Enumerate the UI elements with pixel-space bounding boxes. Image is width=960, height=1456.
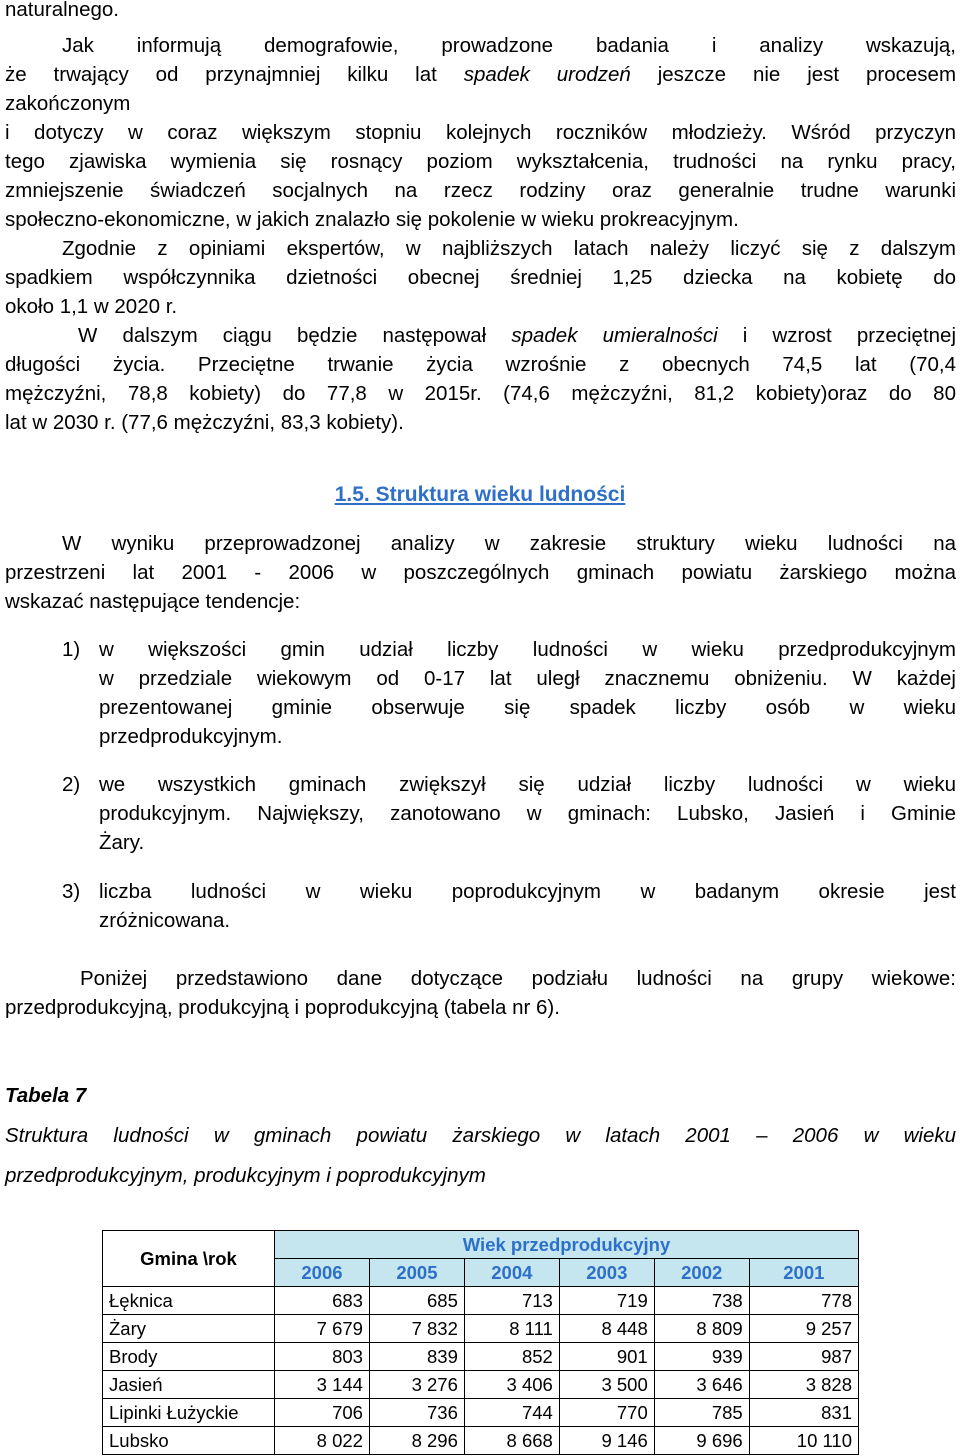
table-row <box>103 1343 859 1371</box>
list-item-number: 1) <box>62 638 81 661</box>
list-item-number: 2) <box>62 773 81 796</box>
table-cell-value: 785 <box>654 1399 749 1427</box>
text-line: naturalnego. <box>5 0 119 21</box>
table-cell-value: 803 <box>275 1343 370 1371</box>
table-row <box>103 1287 859 1315</box>
table-body <box>103 1287 859 1455</box>
table-cell-value: 8 296 <box>369 1427 464 1455</box>
emphasis-spadek-urodzen: spadek urodzeń <box>463 63 631 86</box>
table-caption: Struktura ludności w gminach powiatu żarskiego w latach 2001 – 2006 w wieku <box>5 1124 956 1147</box>
table-cell-value: 736 <box>369 1399 464 1427</box>
table-cell-value: 3 828 <box>749 1371 858 1399</box>
table-cell-gmina: Lubsko <box>103 1427 275 1455</box>
text-run: że trwający od przynajmniej kilku lat <box>5 63 464 86</box>
text-line: i dotyczy w coraz większym stopniu kolejnych roczników młodzieży. Wśród przyczyn <box>5 121 956 144</box>
table-cell-value: 8 111 <box>464 1315 559 1343</box>
table-year-header: 2006 <box>275 1259 370 1287</box>
table-cell-value: 939 <box>654 1343 749 1371</box>
table-cell-value: 8 809 <box>654 1315 749 1343</box>
table-cell-value: 3 144 <box>275 1371 370 1399</box>
table-corner-header: Gmina \rok <box>103 1231 275 1287</box>
table-cell-value: 685 <box>369 1287 464 1315</box>
table-cell-value: 7 832 <box>369 1315 464 1343</box>
table-cell-value: 7 679 <box>275 1315 370 1343</box>
table-cell-value: 3 500 <box>559 1371 654 1399</box>
table-cell-value: 8 022 <box>275 1427 370 1455</box>
text-line: Jak informują demografowie, prowadzone badania i analizy wskazują, <box>62 34 956 57</box>
text-line: społeczno-ekonomiczne, w jakich znalazło się pokolenie w wieku prokreacyjnym. <box>5 208 739 231</box>
table-row <box>103 1399 859 1427</box>
emphasis-spadek-umieralnosci: spadek umieralności <box>511 324 718 347</box>
text-line: zakończonym <box>5 92 131 115</box>
table-group-header: Wiek przedprodukcyjny <box>275 1231 859 1259</box>
list-item-line: w przedziale wiekowym od 0-17 lat uległ znacznemu obniżeniu. W każdej <box>99 667 956 690</box>
text-line: długości życia. Przeciętne trwanie życia wzrośnie z obecnych 74,5 lat (70,4 <box>5 353 956 376</box>
text-run: W dalszym ciągu będzie następował <box>78 324 512 347</box>
table-cell-value: 831 <box>749 1399 858 1427</box>
population-table <box>102 1230 859 1455</box>
list-item-line: liczba ludności w wieku poprodukcyjnym w badanym okresie jest <box>99 880 956 903</box>
table-cell-value: 683 <box>275 1287 370 1315</box>
list-item-line: we wszystkich gminach zwiększył się udział liczby ludności w wieku <box>99 773 956 796</box>
text-line: tego zjawiska wymienia się rosnący poziom wykształcenia, trudności na rynku pracy, <box>5 150 956 173</box>
text-line: przestrzeni lat 2001 - 2006 w poszczególnych gminach powiatu żarskiego można <box>5 561 956 584</box>
table-cell-value: 719 <box>559 1287 654 1315</box>
table-cell-value: 3 406 <box>464 1371 559 1399</box>
table-cell-value: 10 110 <box>749 1427 858 1455</box>
table-cell-value: 9 146 <box>559 1427 654 1455</box>
text-line <box>5 60 956 89</box>
text-line: Poniżej przedstawiono dane dotyczące podziału ludności na grupy wiekowe: <box>80 967 956 990</box>
list-item-line: produkcyjnym. Największy, zanotowano w gminach: Lubsko, Jasień i Gminie <box>99 802 956 825</box>
table-caption: przedprodukcyjnym, produkcyjnym i poprodukcyjnym <box>5 1164 486 1187</box>
table-cell-gmina: Brody <box>103 1343 275 1371</box>
table-cell-value: 987 <box>749 1343 858 1371</box>
table-cell-value: 770 <box>559 1399 654 1427</box>
table-row <box>103 1371 859 1399</box>
list-item-line: Żary. <box>99 831 145 854</box>
text-line: lat w 2030 r. (77,6 mężczyźni, 83,3 kobiety). <box>5 411 404 434</box>
text-line: W wyniku przeprowadzonej analizy w zakresie struktury wieku ludności na <box>62 532 956 555</box>
text-line: wskazać następujące tendencje: <box>5 590 301 613</box>
list-item-line: przedprodukcyjnym. <box>99 725 283 748</box>
table-cell-value: 839 <box>369 1343 464 1371</box>
table-cell-value: 713 <box>464 1287 559 1315</box>
table-cell-value: 3 646 <box>654 1371 749 1399</box>
table-cell-value: 9 696 <box>654 1427 749 1455</box>
table-cell-value: 706 <box>275 1399 370 1427</box>
text-line: spadkiem współczynnika dzietności obecnej średniej 1,25 dziecka na kobietę do <box>5 266 956 289</box>
list-item-line: prezentowanej gminie obserwuje się spadek liczby osób w wieku <box>99 696 956 719</box>
text-line: około 1,1 w 2020 r. <box>5 295 178 318</box>
table-cell-value: 8 448 <box>559 1315 654 1343</box>
table-cell-value: 901 <box>559 1343 654 1371</box>
table-label: Tabela 7 <box>5 1084 87 1107</box>
table-year-header: 2003 <box>559 1259 654 1287</box>
text-line: Zgodnie z opiniami ekspertów, w najbliższych latach należy liczyć się z dalszym <box>62 237 956 260</box>
table-cell-value: 852 <box>464 1343 559 1371</box>
table-cell-value: 9 257 <box>749 1315 858 1343</box>
list-item-line: zróżnicowana. <box>99 909 231 932</box>
table-cell-gmina: Lipinki Łużyckie <box>103 1399 275 1427</box>
text-line <box>78 321 956 350</box>
text-line: zmniejszenie świadczeń socjalnych na rzecz rodziny oraz generalnie trudne warunki <box>5 179 956 202</box>
table-cell-value: 738 <box>654 1287 749 1315</box>
table-cell-value: 744 <box>464 1399 559 1427</box>
table-cell-gmina: Jasień <box>103 1371 275 1399</box>
table-row <box>103 1315 859 1343</box>
text-run: i wzrost przeciętnej <box>717 324 957 347</box>
table-cell-value: 778 <box>749 1287 858 1315</box>
table-cell-value: 8 668 <box>464 1427 559 1455</box>
text-line: przedprodukcyjną, produkcyjną i poprodukcyjną (tabela nr 6). <box>5 996 560 1019</box>
list-item-number: 3) <box>62 880 81 903</box>
text-line: mężczyźni, 78,8 kobiety) do 77,8 w 2015r. (74,6 mężczyźni, 81,2 kobiety)oraz do 80 <box>5 382 956 405</box>
table-year-header: 2004 <box>464 1259 559 1287</box>
text-run: jeszcze nie jest procesem <box>630 63 957 86</box>
table-year-header: 2002 <box>654 1259 749 1287</box>
list-item-line: w większości gmin udział liczby ludności w wieku przedprodukcyjnym <box>99 638 956 661</box>
table-cell-gmina: Łęknica <box>103 1287 275 1315</box>
table-year-header: 2005 <box>369 1259 464 1287</box>
section-heading: 1.5. Struktura wieku ludności <box>334 483 626 506</box>
table-year-header: 2001 <box>749 1259 858 1287</box>
table-row <box>103 1427 859 1455</box>
table-cell-value: 3 276 <box>369 1371 464 1399</box>
table-cell-gmina: Żary <box>103 1315 275 1343</box>
